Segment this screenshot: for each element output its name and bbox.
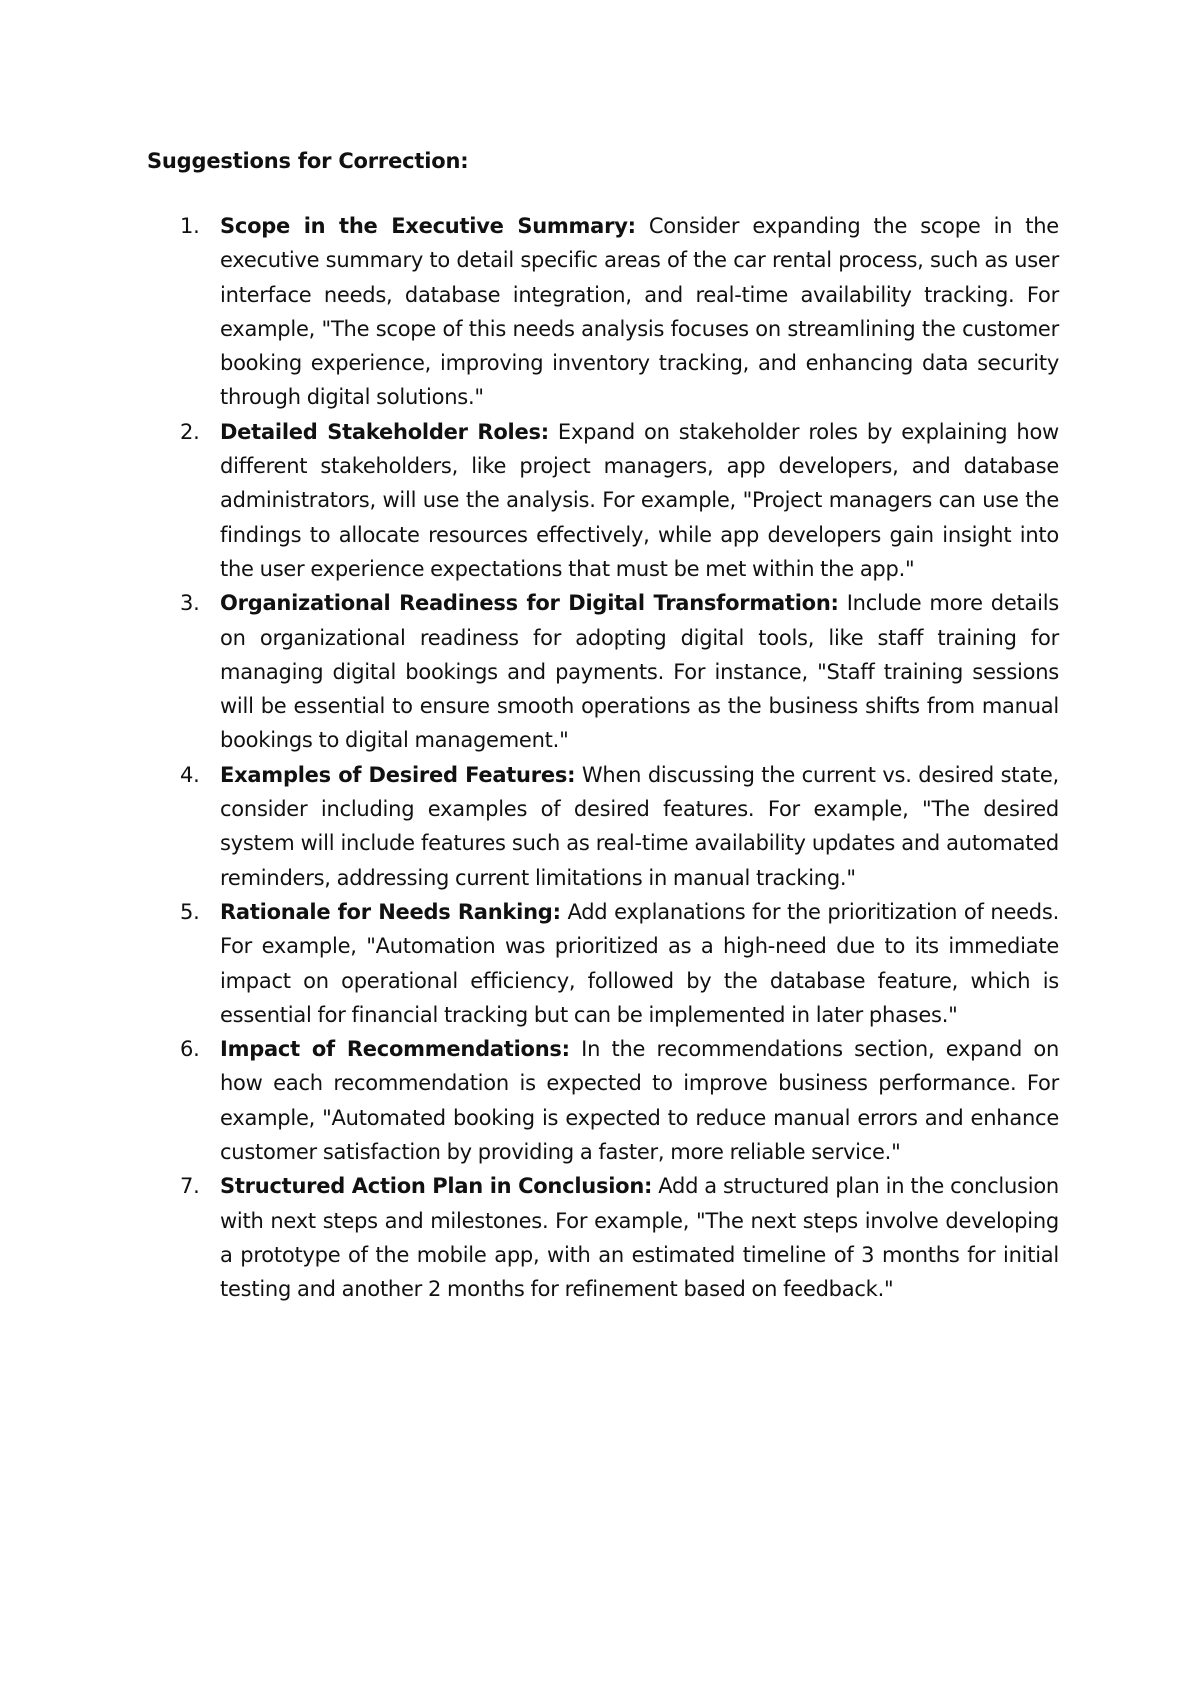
item-number: 3. — [180, 591, 200, 616]
item-number: 7. — [180, 1174, 200, 1199]
suggestions-list — [147, 209, 1059, 1307]
item-term: Structured Action Plan in Conclusion: — [220, 1174, 653, 1199]
item-number: 1. — [180, 214, 200, 238]
item-number: 5. — [180, 899, 200, 924]
item-term: Rationale for Needs Ranking: — [220, 899, 561, 924]
list-item — [147, 586, 1059, 757]
item-text: Add a structured plan in the conclusion with next steps and milestones. For example, "The next steps involve developing a prototype of the mobile app, with an estimated timeline of 3 months for initial testing and another 2 months for refinement based on feedback." — [220, 1174, 1059, 1302]
item-number: 6. — [180, 1037, 200, 1062]
item-number: 4. — [180, 762, 200, 787]
item-term: Impact of Recommendations: — [220, 1037, 570, 1062]
item-text: In the recommendations section, expand on how each recommendation is expected to improve business performance. For example, "Automated booking is expected to reduce manual errors and enhance customer satisfaction by providing a faster, more reliable service." — [220, 1037, 1059, 1165]
item-text: When discussing the current vs. desired state, consider including examples of desired features. For example, "The desired system will include features such as real-time availability updates and automated reminders, addressing current limitations in manual tracking." — [220, 762, 1059, 890]
item-term: Scope in the Executive Summary: — [220, 214, 636, 238]
item-term: Detailed Stakeholder Roles: — [220, 419, 549, 444]
item-text: Consider expanding the scope in the executive summary to detail specific areas of the car rental process, such as user interface needs, database integration, and real-time availability tracking. For example, "The scope of this needs analysis focuses on streamlining the customer booking experience, improving inventory tracking, and enhancing data security through digital solutions." — [220, 214, 1059, 410]
item-term: Organizational Readiness for Digital Transformation: — [220, 591, 839, 616]
list-item — [147, 415, 1059, 586]
item-text: Include more details on organizational readiness for adopting digital tools, like staff training for managing digital bookings and payments. For instance, "Staff training sessions will be essential to ensure smooth operations as the business shifts from manual bookings to digital management." — [220, 591, 1059, 753]
list-item — [147, 1032, 1059, 1169]
item-text: Expand on stakeholder roles by explaining how different stakeholders, like project managers, app developers, and database administrators, will use the analysis. For example, "Project managers can use the findings to allocate resources effectively, while app developers gain insight into the user experience expectations that must be met within the app." — [220, 419, 1059, 581]
item-text: Add explanations for the prioritization of needs. For example, "Automation was prioritized as a high-need due to its immediate impact on operational efficiency, followed by the database feature, which is essential for financial tracking but can be implemented in later phases." — [220, 899, 1059, 1027]
list-item — [147, 895, 1059, 1032]
list-item — [147, 209, 1059, 415]
item-number: 2. — [180, 419, 200, 444]
list-item — [147, 1169, 1059, 1306]
page-heading: Suggestions for Correction: — [147, 149, 469, 173]
item-term: Examples of Desired Features: — [220, 762, 576, 787]
list-item — [147, 758, 1059, 895]
